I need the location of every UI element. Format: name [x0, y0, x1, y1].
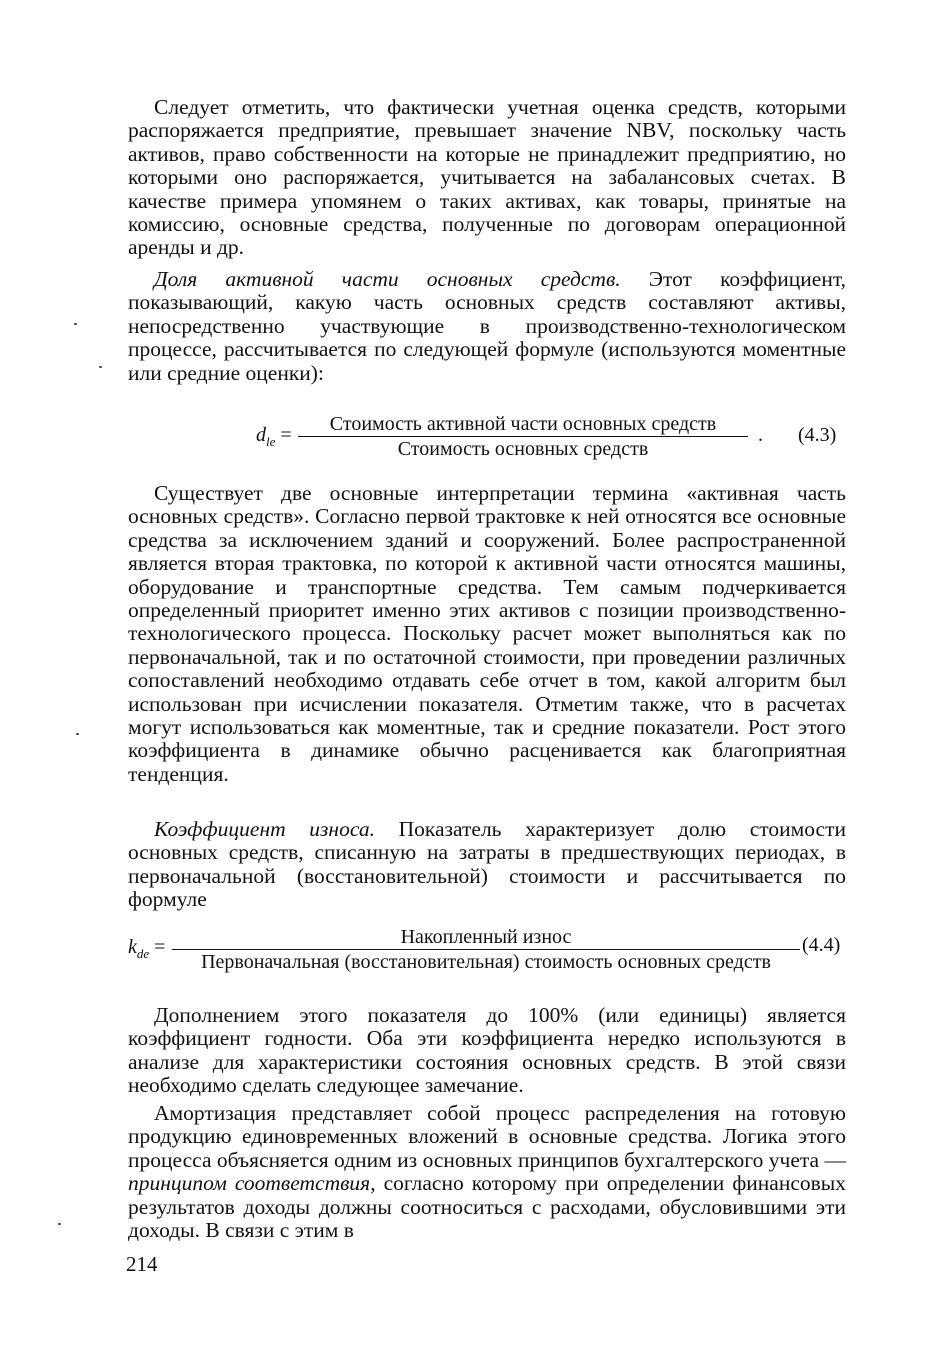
formula-4-4-denominator: Первоначальная (восстановительная) стоимость основных средств [201, 951, 771, 973]
paragraph-fitness-coefficient: Дополнением этого показателя до 100% (или единицы) является коэффициент годности. Оба эти коэффициента нередко используются в анализе для характеристики состояния основных средств. В этой связи необходимо сделать следующее замечание. [128, 1003, 846, 1098]
formula-4-3-lhs: $d_{le}$ = [256, 424, 292, 449]
formula-4-4 [128, 926, 846, 972]
formula-4-4-fraction [172, 926, 800, 973]
formula-4-3 [228, 413, 848, 459]
term-wear-coefficient: Коэффициент износа. [154, 817, 375, 841]
term-active-share: Доля активной части основных средств. [154, 267, 621, 291]
paragraph-amortization: Амортизация представляет собой процесс распределения на готовую продукцию единовременных вложений в основные средства. Логика этого процесса объясняется одним из основных принципов бухгалтерского учета — принципом соответствия, согласно которому при определении финансовых результатов доходы должны соотноситься с расходами, обусловившими эти доходы. В связи с этим в [128, 1101, 846, 1243]
paragraph-active-share [128, 268, 846, 385]
formula-4-3-numerator: Стоимость активной части основных средств [298, 413, 748, 437]
paragraph-active-share-text: Этот коэффициент, показывающий, какую часть основных средств составляют активы, непосредственно участвующие в производственно-технологическом процессе, рассчитывается по следующей формуле (используются моментные или средние оценки): [128, 267, 846, 385]
formula-4-3-number: (4.3) [798, 424, 837, 446]
page-number: 214 [126, 1252, 158, 1276]
paragraph-interpretations: Существует две основные интерпретации термина «активная часть основных средств». Согласно первой трактовке к ней относятся все основные средства за исключением зданий и сооружений. Более распространенной является вторая трактовка, по которой к активной части относятся машины, оборудование и транспортные средства. Тем самым подчеркивается определенный приоритет именно этих активов с позиции производственно-технологического процесса. Поскольку расчет может выполняться как по первоначальной, так и по остаточной стоимости, при проведении различных сопоставлений необходимо отдавать себе отчет в том, какой алгоритм был использован при исчислении показателя. Отметим также, что в расчетах могут использоваться как моментные, так и средние показатели. Рост этого коэффициента в динамике обычно расценивается как благоприятная тенденция. [128, 481, 846, 786]
paragraph-wear-coefficient-text: Показатель характеризует долю стоимости основных средств, списанную на затраты в предшествующих периодах, в первоначальной (восстановительной) стоимости и рассчитывается по формуле [128, 817, 846, 912]
formula-4-3-denominator: Стоимость основных средств [397, 438, 649, 460]
formula-4-3-fraction [298, 413, 748, 460]
scan-speck [99, 366, 102, 368]
paragraph-wear-coefficient [128, 818, 846, 912]
scan-speck [76, 733, 79, 735]
paragraph-nbv: Следует отметить, что фактически учетная оценка средств, которыми распоряжается предприятие, превышает значение NBV, поскольку часть активов, право собственности на которые не принадлежит предприятию, но которыми оно распоряжается, учитывается на забалансовых счетах. В качестве примера упомянем о таких активах, как товары, принятые на комиссию, основные средства, полученные по договорам операционной аренды и др. [128, 95, 846, 260]
formula-4-4-number: (4.4) [802, 934, 841, 956]
scan-speck [74, 323, 77, 325]
term-matching-principle: принципом соответствия [128, 1171, 371, 1196]
scan-speck [58, 1223, 61, 1225]
formula-4-4-numerator: Накопленный износ [172, 926, 800, 950]
formula-4-3-period: . [758, 424, 763, 446]
formula-4-4-lhs: $k_{de}$ = [128, 936, 166, 961]
